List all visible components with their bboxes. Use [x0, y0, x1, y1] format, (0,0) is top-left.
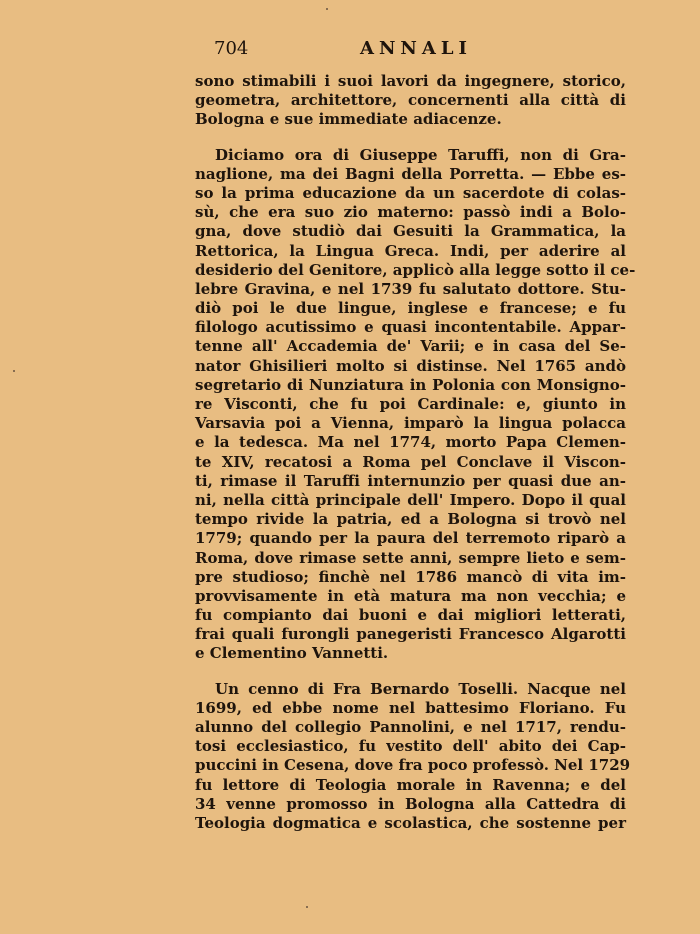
text-line: nator Ghisilieri molto si distinse. Nel 1765 andò [195, 356, 626, 375]
text-line: puccini in Cesena, dove fra poco professò. Nel 1729 [195, 756, 631, 775]
paper-speck [306, 906, 308, 908]
text-line: geometra, architettore, concernenti alla città di [195, 91, 626, 110]
body-text [195, 72, 636, 833]
text-line: gna, dove studiò dai Gesuiti la Grammatica, la [195, 222, 626, 241]
text-line: sono stimabili i suoi lavori da ingegnere, storico, [195, 72, 626, 90]
text-line: pre studioso; finchè nel 1786 mancò di vita im- [195, 567, 626, 586]
text-line: tenne all' Accademia de' Varii; e in casa del Se- [195, 337, 626, 356]
paragraph-gap [195, 664, 626, 680]
text-line: 1779; quando per la paura del terremoto riparò a [195, 529, 626, 548]
text-line: fu compianto dai buoni e dai migliori letterati, [195, 606, 626, 625]
text-line: Diciamo ora di Giuseppe Taruffi, non di Gra- [215, 145, 626, 164]
paper-speck [326, 8, 328, 10]
text-line: desiderio del Genitore, applicò alla legge sotto il ce- [195, 260, 636, 279]
text-line: re Visconti, che fu poi Cardinale: e, giunto in [195, 395, 626, 413]
text-line: tosi ecclesiastico, fu vestito dell' abito dei Cap- [195, 737, 626, 756]
text-line: fu lettore di Teologia morale in Ravenna; e del [195, 775, 626, 794]
paragraph-gap [195, 130, 626, 146]
text-line: frai quali furongli panegeristi Francesco Algarotti [195, 625, 626, 644]
text-line: te XIV, recatosi a Roma pel Conclave il Viscon- [195, 452, 626, 471]
text-line: sù, che era suo zio materno: passò indi a Bolo- [195, 203, 626, 222]
paper-speck [13, 370, 15, 372]
text-line: Rettorica, la Lingua Greca. Indi, per aderire al [195, 241, 626, 260]
page-number: 704 [214, 38, 249, 59]
text-line: Bologna e sue immediate adiacenze. [195, 110, 502, 129]
page-header [214, 38, 624, 62]
text-line: e la tedesca. Ma nel 1774, morto Papa Clemen- [195, 433, 626, 452]
text-line: diò poi le due lingue, inglese e francese; e fu [195, 299, 626, 318]
text-line: ni, nella città principale dell' Impero. Dopo il qual [195, 490, 626, 509]
text-line: alunno del collegio Pannolini, e nel 1717, rendu- [195, 718, 626, 736]
text-line: segretario di Nunziatura in Polonia con Monsigno- [195, 375, 626, 394]
text-line: filologo acutissimo e quasi incontentabile. Appar- [195, 318, 626, 337]
text-line: lebre Gravina, e nel 1739 fu salutato dottore. Stu- [195, 279, 626, 298]
text-line: 34 venne promosso in Bologna alla Cattedra di [195, 794, 626, 813]
text-line: tempo rivide la patria, ed a Bologna si trovò nel [195, 510, 626, 529]
text-line: naglione, ma dei Bagni della Porretta. — Ebbe es- [195, 164, 626, 183]
paragraph [195, 145, 636, 664]
text-line: Un cenno di Fra Bernardo Toselli. Nacque nel [215, 679, 626, 698]
text-line: provvisamente in età matura ma non vecchia; e [195, 586, 626, 605]
text-line: so la prima educazione da un sacerdote di colas- [195, 183, 626, 202]
text-line: Roma, dove rimase sette anni, sempre lieto e sem- [195, 548, 626, 567]
text-line: Varsavia poi a Vienna, imparò la lingua polacca [195, 414, 626, 433]
text-line: e Clementino Vannetti. [195, 644, 389, 663]
paragraph [195, 72, 626, 130]
text-line: ti, rimase il Taruffi internunzio per quasi due an- [195, 471, 626, 490]
text-line: Teologia dogmatica e scolastica, che sostenne per [195, 813, 626, 832]
text-line: 1699, ed ebbe nome nel battesimo Floriano. Fu [195, 698, 626, 717]
running-title: ANNALI [360, 38, 472, 59]
paragraph [195, 679, 631, 834]
